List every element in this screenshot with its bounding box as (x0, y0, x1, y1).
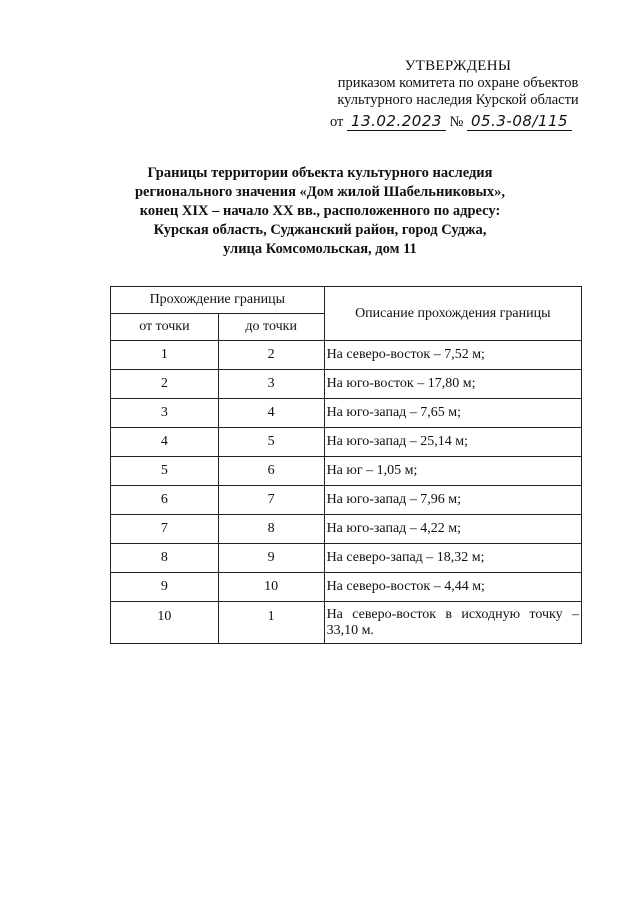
cell-to-point: 3 (218, 370, 324, 399)
cell-to-point: 4 (218, 399, 324, 428)
boundary-table (110, 286, 582, 644)
cell-description: На юго-запад – 4,22 м; (324, 515, 581, 544)
cell-from-point: 5 (111, 457, 219, 486)
cell-description: На северо-восток – 7,52 м; (324, 341, 581, 370)
table-row (111, 457, 582, 486)
cell-from-point: 6 (111, 486, 219, 515)
title-line-5: улица Комсомольская, дом 11 (223, 241, 417, 257)
table-row (111, 399, 582, 428)
cell-to-point: 10 (218, 573, 324, 602)
cell-description: На юго-запад – 7,65 м; (324, 399, 581, 428)
cell-from-point: 9 (111, 573, 219, 602)
title-line-2: регионального значения «Дом жилой Шабельниковых», (134, 184, 505, 200)
table-row (111, 515, 582, 544)
table-row (111, 573, 582, 602)
cell-description: На юго-запад – 7,96 м; (324, 486, 581, 515)
approval-heading: УТВЕРЖДЕНЫ (404, 58, 512, 74)
approval-line-2: культурного наследия Курской области (337, 92, 579, 108)
header-description: Описание прохождения границы (324, 287, 581, 341)
handwritten-number: 05.3-08/115 (467, 112, 572, 131)
cell-from-point: 8 (111, 544, 219, 573)
cell-description: На северо-восток – 4,44 м; (324, 573, 581, 602)
cell-description: На юго-запад – 25,14 м; (324, 428, 581, 457)
header-boundary-passage: Прохождение границы (111, 287, 325, 314)
cell-description: На юг – 1,05 м; (324, 457, 581, 486)
cell-from-point: 3 (111, 399, 219, 428)
date-prefix: от (330, 114, 344, 130)
cell-to-point: 5 (218, 428, 324, 457)
title-line-4: Курская область, Суджанский район, город Суджа, (153, 222, 487, 238)
table-row (111, 486, 582, 515)
cell-from-point: 2 (111, 370, 219, 399)
header-from-point: от точки (111, 314, 219, 341)
number-prefix: № (449, 114, 464, 130)
cell-description: На северо-восток в исходную точку – 33,10 м. (324, 602, 581, 644)
cell-from-point: 10 (111, 602, 219, 644)
handwritten-date: 13.02.2023 (347, 112, 446, 131)
table-row (111, 428, 582, 457)
table-body (111, 341, 582, 644)
title-line-3: конец XIX – начало XX вв., расположенного по адресу: (139, 203, 501, 219)
cell-to-point: 8 (218, 515, 324, 544)
cell-from-point: 4 (111, 428, 219, 457)
cell-from-point: 7 (111, 515, 219, 544)
table-row (111, 602, 582, 644)
cell-to-point: 9 (218, 544, 324, 573)
document-title (100, 164, 540, 259)
table-row (111, 341, 582, 370)
table-row (111, 544, 582, 573)
cell-to-point: 1 (218, 602, 324, 644)
header-to-point: до точки (218, 314, 324, 341)
cell-description: На юго-восток – 17,80 м; (324, 370, 581, 399)
title-line-1: Границы территории объекта культурного наследия (147, 165, 493, 181)
cell-to-point: 7 (218, 486, 324, 515)
approval-line-1: приказом комитета по охране объектов (337, 75, 579, 91)
table-row (111, 370, 582, 399)
order-date-number (330, 112, 600, 131)
cell-from-point: 1 (111, 341, 219, 370)
cell-description: На северо-запад – 18,32 м; (324, 544, 581, 573)
approval-block (318, 58, 598, 109)
cell-to-point: 6 (218, 457, 324, 486)
cell-to-point: 2 (218, 341, 324, 370)
